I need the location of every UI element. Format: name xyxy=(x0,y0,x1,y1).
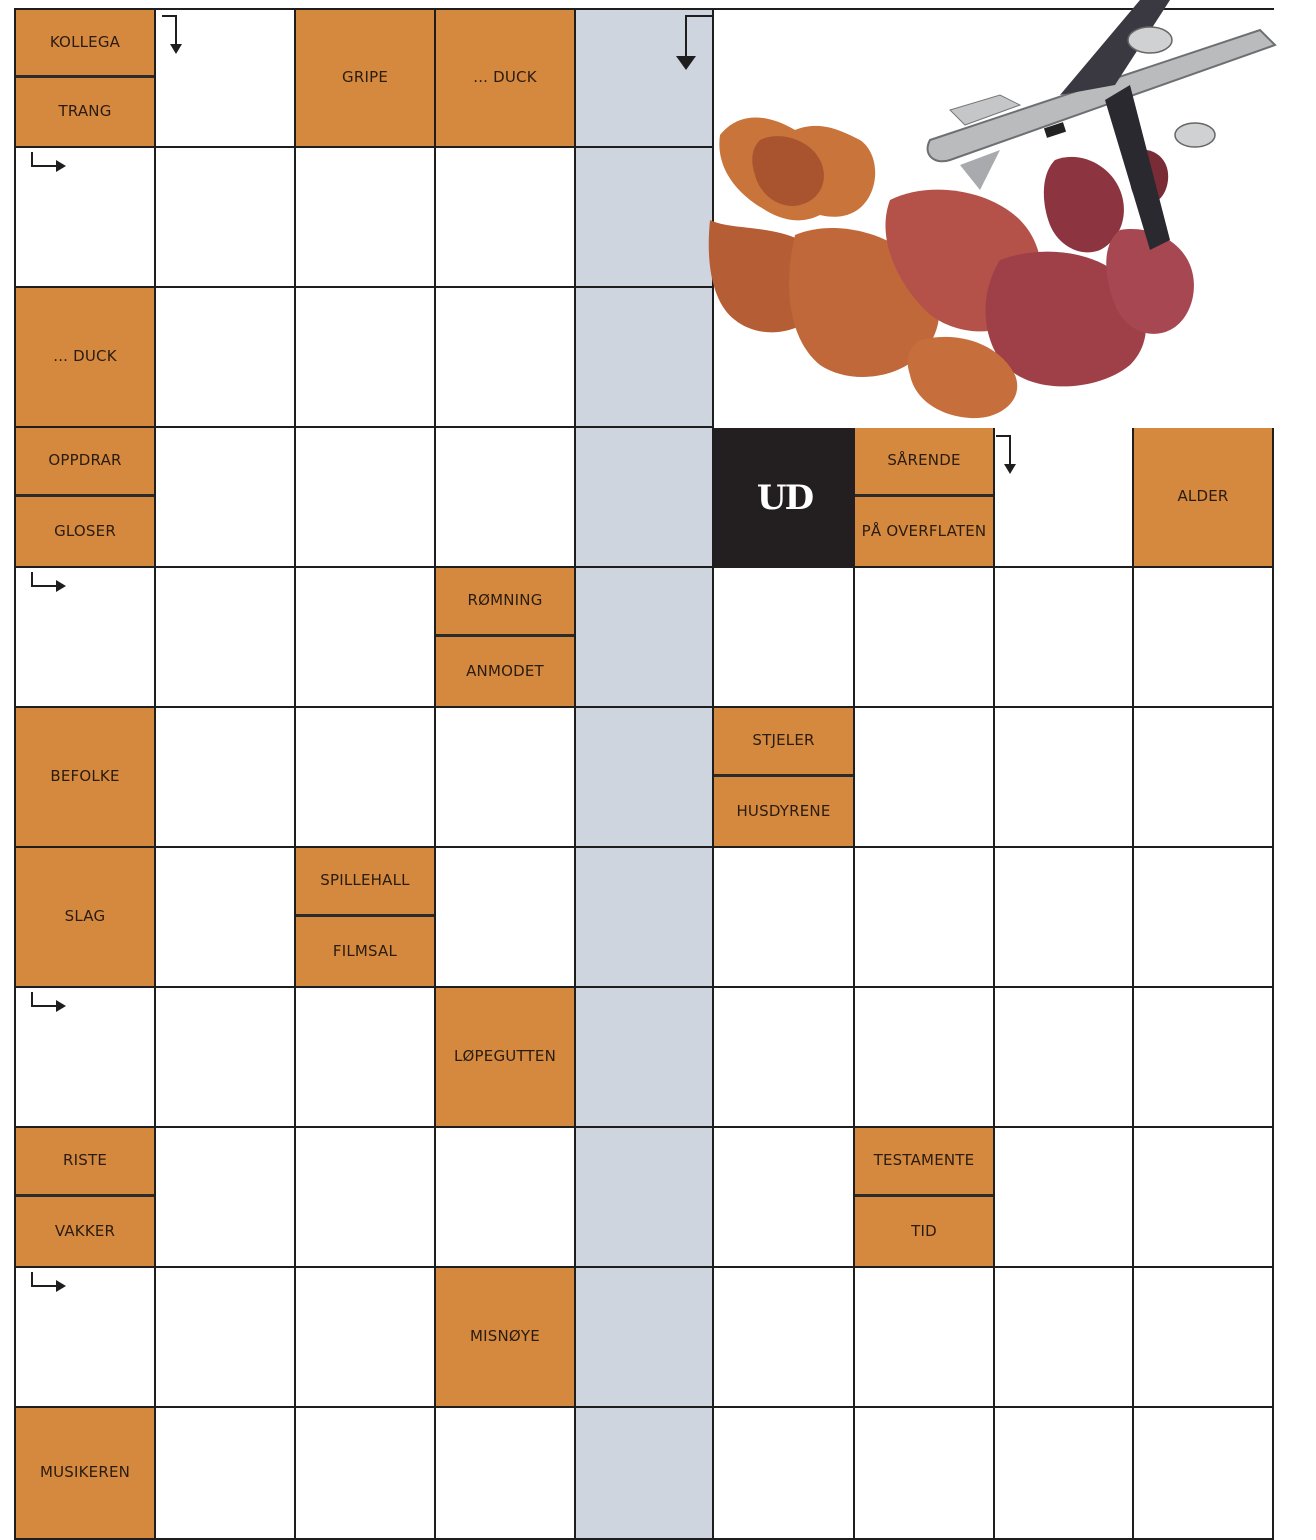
clue-lopegutten: LØPEGUTTEN xyxy=(436,988,574,1126)
grid-cell-shaded[interactable] xyxy=(576,1408,714,1540)
grid-cell[interactable] xyxy=(1134,568,1274,708)
grid-cell-shaded[interactable] xyxy=(576,1268,714,1408)
grid-cell[interactable] xyxy=(296,1268,436,1408)
grid-cell[interactable] xyxy=(296,988,436,1128)
clue-stjeler: STJELER xyxy=(714,708,853,777)
airplane-illustration xyxy=(700,0,1280,430)
grid-cell-shaded[interactable] xyxy=(576,848,714,988)
logo-cell xyxy=(714,428,855,568)
grid-cell[interactable] xyxy=(995,1128,1134,1268)
grid-cell[interactable] xyxy=(855,1408,995,1540)
grid-cell[interactable] xyxy=(995,1268,1134,1408)
clue-filmsal: FILMSAL xyxy=(296,917,434,986)
grid-cell[interactable] xyxy=(714,1128,855,1268)
clue-testamente: TESTAMENTE xyxy=(855,1128,993,1197)
grid-cell[interactable] xyxy=(436,848,576,988)
arrow-right-icon xyxy=(28,1270,68,1300)
grid-cell[interactable] xyxy=(156,1128,296,1268)
clue-duck_top: ... DUCK xyxy=(436,10,574,146)
grid-cell[interactable] xyxy=(156,568,296,708)
grid-cell[interactable] xyxy=(855,708,995,848)
clue-musikeren: MUSIKEREN xyxy=(16,1408,154,1538)
grid-cell[interactable] xyxy=(1134,988,1274,1128)
grid-cell[interactable] xyxy=(156,288,296,428)
grid-cell[interactable] xyxy=(156,708,296,848)
grid-cell[interactable] xyxy=(714,1408,855,1540)
grid-cell[interactable] xyxy=(156,428,296,568)
grid-cell[interactable] xyxy=(156,148,296,288)
grid-cell[interactable] xyxy=(156,988,296,1128)
grid-cell-shaded[interactable] xyxy=(576,148,714,288)
clue-vakker: VAKKER xyxy=(16,1197,154,1266)
grid-cell[interactable] xyxy=(436,1128,576,1268)
grid-cell[interactable] xyxy=(1134,1408,1274,1540)
grid-cell[interactable] xyxy=(714,1268,855,1408)
grid-cell[interactable] xyxy=(995,708,1134,848)
clue-oppdrar: OPPDRAR xyxy=(16,428,154,497)
clue-gripe: GRIPE xyxy=(296,10,434,146)
grid-cell[interactable] xyxy=(436,1408,576,1540)
clue-sarende: SÅRENDE xyxy=(855,428,993,497)
grid-cell[interactable] xyxy=(1134,708,1274,848)
grid-cell[interactable] xyxy=(296,1408,436,1540)
clue-gloser: GLOSER xyxy=(16,497,154,566)
grid-cell[interactable] xyxy=(156,1408,296,1540)
grid-cell[interactable] xyxy=(436,708,576,848)
clue-riste: RISTE xyxy=(16,1128,154,1197)
grid-cell[interactable] xyxy=(156,1268,296,1408)
arrow-down-icon xyxy=(994,434,1024,476)
grid-cell[interactable] xyxy=(1134,1268,1274,1408)
clue-alder: ALDER xyxy=(1134,428,1272,566)
grid-cell[interactable] xyxy=(714,988,855,1128)
ud-logo: UD xyxy=(756,478,813,518)
clue-befolke: BEFOLKE xyxy=(16,708,154,846)
grid-cell[interactable] xyxy=(855,848,995,988)
arrow-right-icon xyxy=(28,570,68,600)
grid-cell[interactable] xyxy=(714,848,855,988)
arrow-right-icon xyxy=(28,990,68,1020)
clue-husdyrene: HUSDYRENE xyxy=(714,777,853,846)
grid-cell[interactable] xyxy=(156,848,296,988)
grid-cell[interactable] xyxy=(436,288,576,428)
arrow-down-icon xyxy=(160,14,190,56)
arrow-right-icon xyxy=(28,150,68,180)
grid-cell-shaded[interactable] xyxy=(576,428,714,568)
grid-cell-shaded[interactable] xyxy=(576,288,714,428)
grid-cell-shaded[interactable] xyxy=(576,708,714,848)
clue-spillehall: SPILLEHALL xyxy=(296,848,434,917)
grid-cell[interactable] xyxy=(1134,848,1274,988)
clue-misnoye: MISNØYE xyxy=(436,1268,574,1406)
grid-cell[interactable] xyxy=(714,568,855,708)
grid-cell[interactable] xyxy=(995,568,1134,708)
clue-trang: TRANG xyxy=(16,78,154,146)
clue-duck_left: ... DUCK xyxy=(16,288,154,426)
clue-tid: TID xyxy=(855,1197,993,1266)
grid-cell[interactable] xyxy=(995,988,1134,1128)
grid-cell-shaded[interactable] xyxy=(576,1128,714,1268)
grid-cell-shaded[interactable] xyxy=(576,568,714,708)
grid-cell[interactable] xyxy=(1134,1128,1274,1268)
grid-cell[interactable] xyxy=(296,568,436,708)
grid-cell[interactable] xyxy=(296,1128,436,1268)
clue-anmodet: ANMODET xyxy=(436,637,574,706)
clue-romning: RØMNING xyxy=(436,568,574,637)
grid-cell[interactable] xyxy=(855,988,995,1128)
grid-cell[interactable] xyxy=(436,148,576,288)
grid-cell[interactable] xyxy=(855,1268,995,1408)
grid-cell[interactable] xyxy=(296,288,436,428)
clue-kollega: KOLLEGA xyxy=(16,10,154,78)
clue-paoverflaten: PÅ OVERFLATEN xyxy=(855,497,993,566)
grid-cell[interactable] xyxy=(995,848,1134,988)
grid-cell[interactable] xyxy=(995,1408,1134,1540)
arrow-down-icon xyxy=(670,14,714,70)
grid-cell[interactable] xyxy=(436,428,576,568)
grid-cell[interactable] xyxy=(296,428,436,568)
grid-cell[interactable] xyxy=(296,708,436,848)
grid-cell[interactable] xyxy=(855,568,995,708)
clue-slag: SLAG xyxy=(16,848,154,986)
grid-cell-shaded[interactable] xyxy=(576,988,714,1128)
smoke-plume-icon xyxy=(709,118,1194,419)
grid-cell[interactable] xyxy=(296,148,436,288)
